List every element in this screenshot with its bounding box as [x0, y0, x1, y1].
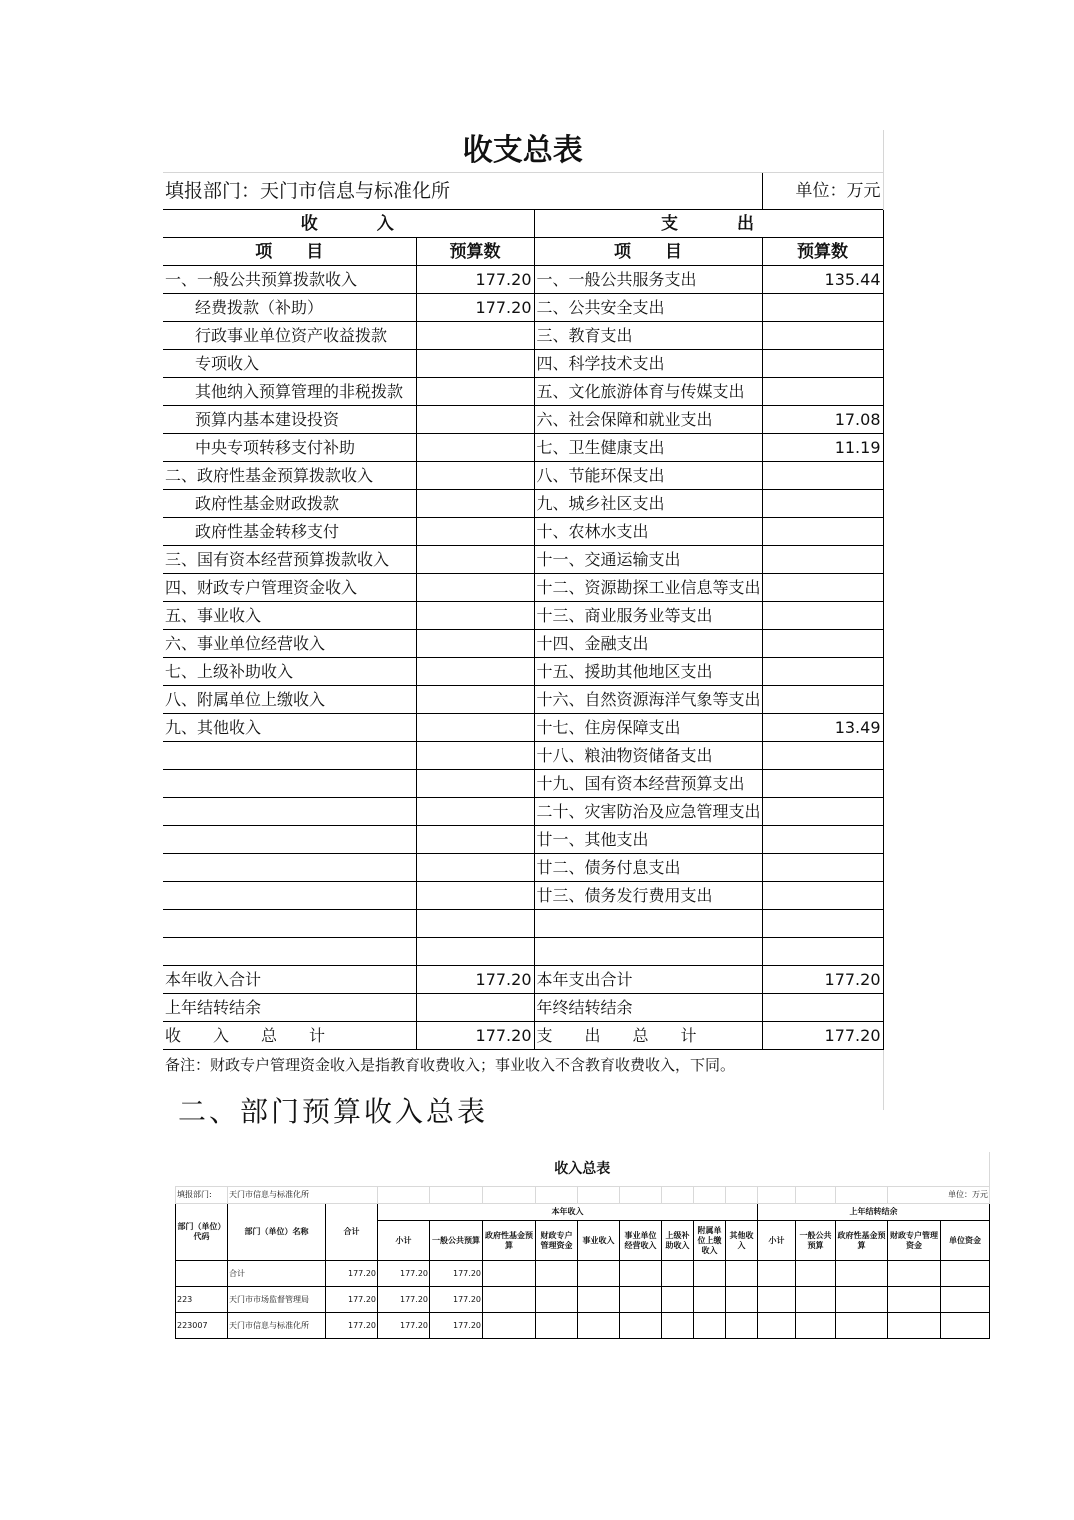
- total-cell: 177.20: [326, 1261, 378, 1287]
- income-item: 收 入 总 计: [163, 1022, 416, 1050]
- prior-col-header: 单位资金: [941, 1221, 990, 1261]
- income-budget-value: [416, 518, 534, 546]
- income-item: 六、事业单位经营收入: [163, 630, 416, 658]
- empty-cell: [483, 1261, 536, 1287]
- expense-section-header: 支 出: [534, 210, 883, 238]
- expense-budget-value: [762, 602, 883, 630]
- summary-row: [163, 322, 883, 350]
- expense-item: 十二、资源勘探工业信息等支出: [534, 574, 762, 602]
- income-item: 三、国有资本经营预算拨款收入: [163, 546, 416, 574]
- income-budget-value: [416, 462, 534, 490]
- expense-budget-value: [762, 686, 883, 714]
- current-col-header: 附属单位上缴收入: [694, 1221, 726, 1261]
- current-col-header: 小计: [378, 1221, 430, 1261]
- table-row: [176, 1261, 990, 1287]
- summary-row: [163, 518, 883, 546]
- expense-budget-value: [762, 994, 883, 1022]
- income-item: [163, 854, 416, 882]
- income-budget-value: [416, 434, 534, 462]
- expense-budget-value: [762, 294, 883, 322]
- expense-budget-value: 13.49: [762, 714, 883, 742]
- income-table-title: 收入总表: [176, 1152, 990, 1187]
- expense-item: 廿三、债务发行费用支出: [534, 882, 762, 910]
- expense-item: 十四、金融支出: [534, 630, 762, 658]
- col-dept-name: 部门（单位）名称: [228, 1204, 326, 1261]
- group-current-year: 本年收入: [378, 1204, 758, 1221]
- summary-row: [163, 910, 883, 938]
- subtotal-cell: 177.20: [378, 1287, 430, 1313]
- income-budget-value: [416, 490, 534, 518]
- empty-cell: [536, 1261, 578, 1287]
- empty-cell: [796, 1313, 836, 1339]
- current-col-header: 财政专户管理资金: [536, 1221, 578, 1261]
- table-row: [176, 1313, 990, 1339]
- summary-row: [163, 546, 883, 574]
- income-budget-value: 177.20: [416, 294, 534, 322]
- empty-cell: [888, 1287, 941, 1313]
- summary-row: [163, 882, 883, 910]
- expense-budget-value: [762, 546, 883, 574]
- income-item: 政府性基金财政拨款: [163, 490, 416, 518]
- expense-item: 二十、灾害防治及应急管理支出: [534, 798, 762, 826]
- empty-cell: [888, 1313, 941, 1339]
- income-budget-value: [416, 882, 534, 910]
- expense-budget-value: [762, 350, 883, 378]
- empty-cell: [941, 1287, 990, 1313]
- summary-row: [163, 798, 883, 826]
- empty-cell: [836, 1313, 888, 1339]
- empty-cell: [888, 1261, 941, 1287]
- empty-cell: [694, 1261, 726, 1287]
- expense-item: 十、农林水支出: [534, 518, 762, 546]
- empty-cell: [620, 1287, 662, 1313]
- empty-cell: [796, 1261, 836, 1287]
- income-budget-value: [416, 406, 534, 434]
- income-budget-value: [416, 630, 534, 658]
- expense-item: 四、科学技术支出: [534, 350, 762, 378]
- summary-row: [163, 658, 883, 686]
- current-col-header: 上级补助收入: [662, 1221, 694, 1261]
- summary-row: [163, 350, 883, 378]
- empty-cell: [726, 1287, 758, 1313]
- income-item: [163, 742, 416, 770]
- table-note: 备注：财政专户管理资金收入是指教育收费收入；事业收入不含教育收费收入，下同。: [163, 1050, 883, 1111]
- income-item: 中央专项转移支付补助: [163, 434, 416, 462]
- empty-cell: [536, 1287, 578, 1313]
- dept-label: 填报部门:: [176, 1187, 228, 1204]
- empty-cell: [620, 1313, 662, 1339]
- expense-item: 年终结转结余: [534, 994, 762, 1022]
- empty-cell: [726, 1261, 758, 1287]
- income-item: [163, 826, 416, 854]
- income-item: 预算内基本建设投资: [163, 406, 416, 434]
- empty-cell: [694, 1287, 726, 1313]
- summary-row: [163, 854, 883, 882]
- income-budget-value: [416, 994, 534, 1022]
- empty-cell: [758, 1287, 796, 1313]
- income-item: 八、附属单位上缴收入: [163, 686, 416, 714]
- dept-code-cell: 223007: [176, 1313, 228, 1339]
- income-budget-value: 177.20: [416, 966, 534, 994]
- prior-col-header: 小计: [758, 1221, 796, 1261]
- expense-budget-value: [762, 770, 883, 798]
- expense-item: 十九、国有资本经营预算支出: [534, 770, 762, 798]
- empty-cell: [662, 1261, 694, 1287]
- expense-budget-header: 预算数: [762, 238, 883, 266]
- income-budget-value: [416, 378, 534, 406]
- summary-row: [163, 490, 883, 518]
- expense-budget-value: [762, 938, 883, 966]
- expense-budget-value: 177.20: [762, 1022, 883, 1050]
- expense-budget-value: [762, 854, 883, 882]
- income-item: 上年结转结余: [163, 994, 416, 1022]
- income-item: 其他纳入预算管理的非税拨款: [163, 378, 416, 406]
- summary-row: [163, 966, 883, 994]
- summary-row: [163, 714, 883, 742]
- income-item: 行政事业单位资产收益拨款: [163, 322, 416, 350]
- income-budget-value: 177.20: [416, 266, 534, 294]
- expense-item: 十五、援助其他地区支出: [534, 658, 762, 686]
- income-item: 五、事业收入: [163, 602, 416, 630]
- col-dept-code: 部门（单位）代码: [176, 1204, 228, 1261]
- income-budget-value: [416, 602, 534, 630]
- income-budget-value: [416, 686, 534, 714]
- summary-row: [163, 770, 883, 798]
- dept-name-cell: 天门市市场监督管理局: [228, 1287, 326, 1313]
- income-budget-value: [416, 322, 534, 350]
- subtotal-cell: 177.20: [378, 1261, 430, 1287]
- summary-row: [163, 462, 883, 490]
- income-item: [163, 938, 416, 966]
- income-item: [163, 882, 416, 910]
- summary-row: [163, 1022, 883, 1050]
- expense-budget-value: [762, 798, 883, 826]
- income-budget-value: [416, 546, 534, 574]
- income-budget-value: [416, 854, 534, 882]
- expense-item-header: 项 目: [534, 238, 762, 266]
- income-budget-value: [416, 770, 534, 798]
- income-budget-value: [416, 910, 534, 938]
- expense-budget-value: [762, 322, 883, 350]
- dept-code-cell: [176, 1261, 228, 1287]
- empty-cell: [536, 1313, 578, 1339]
- expense-budget-value: [762, 742, 883, 770]
- summary-row: [163, 686, 883, 714]
- income-budget-value: [416, 798, 534, 826]
- expense-item: 九、城乡社区支出: [534, 490, 762, 518]
- expense-budget-value: [762, 490, 883, 518]
- expense-budget-value: 11.19: [762, 434, 883, 462]
- summary-row: [163, 742, 883, 770]
- expense-item: 本年支出合计: [534, 966, 762, 994]
- empty-cell: [941, 1313, 990, 1339]
- income-budget-value: [416, 826, 534, 854]
- income-budget-value: [416, 938, 534, 966]
- income-budget-value: [416, 574, 534, 602]
- expense-budget-value: [762, 910, 883, 938]
- summary-row: [163, 378, 883, 406]
- expense-budget-value: [762, 518, 883, 546]
- empty-cell: [662, 1287, 694, 1313]
- income-item: 专项收入: [163, 350, 416, 378]
- table-title: 收支总表: [163, 130, 883, 173]
- empty-cell: [941, 1261, 990, 1287]
- expense-item: [534, 910, 762, 938]
- expense-item: 三、教育支出: [534, 322, 762, 350]
- expense-budget-value: [762, 574, 883, 602]
- empty-cell: [578, 1287, 620, 1313]
- summary-row: [163, 434, 883, 462]
- summary-row: [163, 266, 883, 294]
- unit-label: 单位：万元: [762, 173, 883, 210]
- income-item: 经费拨款（补助）: [163, 294, 416, 322]
- current-col-header: 事业单位经营收入: [620, 1221, 662, 1261]
- prior-col-header: 政府性基金预算: [836, 1221, 888, 1261]
- empty-cell: [726, 1313, 758, 1339]
- dept-value: 天门市信息与标准化所: [228, 1187, 378, 1204]
- income-rows: [176, 1261, 990, 1339]
- expense-budget-value: 17.08: [762, 406, 883, 434]
- expense-item: 六、社会保障和就业支出: [534, 406, 762, 434]
- expense-budget-value: 135.44: [762, 266, 883, 294]
- table-row: [176, 1287, 990, 1313]
- empty-cell: [578, 1313, 620, 1339]
- income-expense-summary-table: [163, 130, 884, 1110]
- current-col-header: 事业收入: [578, 1221, 620, 1261]
- col-total: 合计: [326, 1204, 378, 1261]
- income-budget-value: [416, 658, 534, 686]
- dept-code-cell: 223: [176, 1287, 228, 1313]
- income-item: [163, 770, 416, 798]
- income-item: 四、财政专户管理资金收入: [163, 574, 416, 602]
- income-item-header: 项 目: [163, 238, 416, 266]
- income-budget-value: [416, 742, 534, 770]
- prior-col-header: 财政专户管理资金: [888, 1221, 941, 1261]
- expense-budget-value: [762, 378, 883, 406]
- empty-cell: [796, 1287, 836, 1313]
- expense-budget-value: [762, 630, 883, 658]
- dept-name-cell: 合计: [228, 1261, 326, 1287]
- section-heading: 二、部门预算收入总表: [178, 1095, 489, 1128]
- reporting-department: 填报部门：天门市信息与标准化所: [163, 173, 762, 210]
- expense-item: 十七、住房保障支出: [534, 714, 762, 742]
- expense-budget-value: [762, 882, 883, 910]
- summary-row: [163, 406, 883, 434]
- summary-row: [163, 826, 883, 854]
- empty-cell: [578, 1261, 620, 1287]
- income-item: 二、政府性基金预算拨款收入: [163, 462, 416, 490]
- empty-cell: [483, 1313, 536, 1339]
- expense-item: 七、卫生健康支出: [534, 434, 762, 462]
- expense-item: 廿二、债务付息支出: [534, 854, 762, 882]
- total-cell: 177.20: [326, 1313, 378, 1339]
- expense-item: 十六、自然资源海洋气象等支出: [534, 686, 762, 714]
- income-item: 一、一般公共预算拨款收入: [163, 266, 416, 294]
- general-budget-cell: 177.20: [430, 1261, 483, 1287]
- income-item: 本年收入合计: [163, 966, 416, 994]
- income-section-header: 收 入: [163, 210, 534, 238]
- expense-item: 十八、粮油物资储备支出: [534, 742, 762, 770]
- empty-cell: [694, 1313, 726, 1339]
- summary-row: [163, 294, 883, 322]
- summary-row: [163, 602, 883, 630]
- expense-item: 十三、商业服务业等支出: [534, 602, 762, 630]
- expense-item: 五、文化旅游体育与传媒支出: [534, 378, 762, 406]
- income-budget-header: 预算数: [416, 238, 534, 266]
- income-item: [163, 910, 416, 938]
- income-item: 政府性基金转移支付: [163, 518, 416, 546]
- income-item: 九、其他收入: [163, 714, 416, 742]
- expense-item: 八、节能环保支出: [534, 462, 762, 490]
- expense-item: 十一、交通运输支出: [534, 546, 762, 574]
- income-budget-value: [416, 350, 534, 378]
- empty-cell: [836, 1287, 888, 1313]
- expense-budget-value: 177.20: [762, 966, 883, 994]
- empty-cell: [620, 1261, 662, 1287]
- income-budget-value: 177.20: [416, 1022, 534, 1050]
- general-budget-cell: 177.20: [430, 1313, 483, 1339]
- income-table-unit: 单位：万元: [888, 1187, 990, 1204]
- expense-item: 支 出 总 计: [534, 1022, 762, 1050]
- empty-cell: [758, 1313, 796, 1339]
- summary-row: [163, 630, 883, 658]
- group-prior-balance: 上年结转结余: [758, 1204, 990, 1221]
- summary-row: [163, 574, 883, 602]
- income-budget-value: [416, 714, 534, 742]
- expense-item: 一、一般公共服务支出: [534, 266, 762, 294]
- expense-budget-value: [762, 826, 883, 854]
- empty-cell: [662, 1313, 694, 1339]
- income-summary-table: [175, 1152, 990, 1339]
- expense-item: [534, 938, 762, 966]
- income-item: [163, 798, 416, 826]
- current-col-header: 其他收入: [726, 1221, 758, 1261]
- expense-item: 二、公共安全支出: [534, 294, 762, 322]
- expense-item: 廿一、其他支出: [534, 826, 762, 854]
- subtotal-cell: 177.20: [378, 1313, 430, 1339]
- prior-col-header: 一般公共预算: [796, 1221, 836, 1261]
- total-cell: 177.20: [326, 1287, 378, 1313]
- expense-budget-value: [762, 462, 883, 490]
- empty-cell: [758, 1261, 796, 1287]
- general-budget-cell: 177.20: [430, 1287, 483, 1313]
- dept-name-cell: 天门市信息与标准化所: [228, 1313, 326, 1339]
- current-col-header: 政府性基金预算: [483, 1221, 536, 1261]
- empty-cell: [483, 1287, 536, 1313]
- summary-rows: [163, 266, 883, 1050]
- expense-budget-value: [762, 658, 883, 686]
- summary-row: [163, 938, 883, 966]
- summary-row: [163, 994, 883, 1022]
- income-item: 七、上级补助收入: [163, 658, 416, 686]
- empty-cell: [836, 1261, 888, 1287]
- current-col-header: 一般公共预算: [430, 1221, 483, 1261]
